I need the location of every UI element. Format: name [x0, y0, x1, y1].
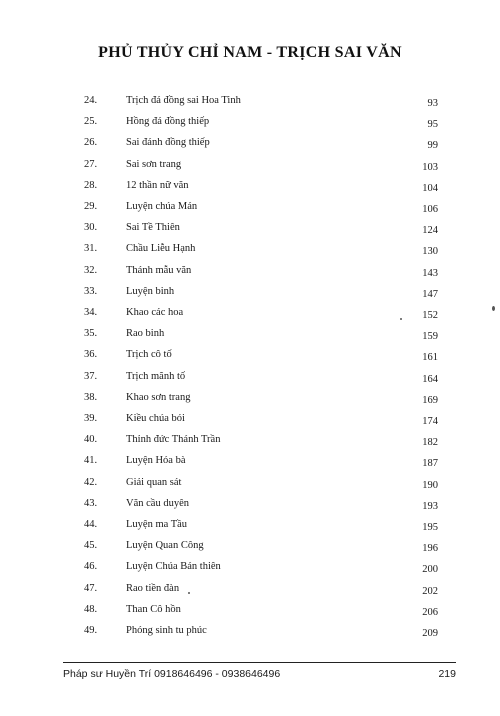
page-title: PHỦ THỦY CHỈ NAM - TRỊCH SAI VĂN [98, 44, 402, 61]
toc-entry-title: Sai Tề Thiên [126, 222, 180, 234]
toc-entry-number: 30. [84, 222, 98, 234]
toc-entry-number: 46. [84, 561, 98, 573]
toc-entry-title: Rao binh [126, 328, 165, 340]
toc-entry-number: 41. [84, 455, 98, 467]
toc-entry-page: 195 [422, 522, 438, 533]
toc-entry-number: 34. [84, 307, 98, 318]
toc-entry-page: 196 [422, 543, 438, 555]
toc-entry-page: 202 [422, 585, 438, 597]
toc-entry-page: 106 [422, 204, 438, 215]
toc-entry-page: 130 [422, 246, 438, 258]
toc-entry-page: 187 [422, 458, 438, 470]
toc-entry-title: Thỉnh đức Thánh Trần [126, 434, 221, 446]
scan-speck [492, 306, 495, 311]
toc-entry-page: 143 [422, 267, 438, 279]
toc-entry-page: 104 [422, 182, 438, 194]
toc-row [0, 243, 500, 261]
toc-entry-page: 206 [422, 606, 438, 618]
toc-entry-page: 103 [422, 161, 438, 173]
toc-entry-title: Trịch cô tố [126, 349, 172, 361]
toc-row [0, 137, 500, 155]
footer-divider [63, 662, 456, 663]
toc-entry-title: Văn cầu duyên [126, 497, 189, 509]
toc-row [0, 95, 500, 113]
toc-row [0, 477, 500, 495]
toc-row [0, 159, 500, 177]
toc-row [0, 561, 500, 579]
toc-row [0, 455, 500, 473]
toc-row [0, 201, 500, 219]
toc-row [0, 328, 500, 346]
toc-entry-number: 47. [84, 582, 98, 594]
toc-entry-number: 42. [84, 476, 98, 488]
toc-entry-page: 147 [422, 288, 438, 300]
toc-entry-title: Kiều chúa bói [126, 413, 185, 424]
toc-entry-title: Luyện Hóa bà [126, 455, 186, 467]
toc-entry-page: 152 [422, 310, 438, 321]
toc-entry-title: Trịch đá đồng sai Hoa Tinh [126, 95, 241, 106]
toc-entry-number: 38. [84, 391, 98, 403]
toc-entry-page: 93 [427, 98, 438, 109]
toc-entry-number: 32. [84, 264, 98, 276]
toc-entry-number: 44. [84, 519, 98, 530]
toc-row [0, 498, 500, 516]
toc-entry-number: 49. [84, 625, 98, 636]
toc-entry-page: 164 [422, 373, 438, 385]
toc-entry-number: 36. [84, 349, 98, 361]
toc-row [0, 434, 500, 452]
toc-entry-number: 48. [84, 603, 98, 615]
toc-row [0, 222, 500, 240]
toc-row [0, 116, 500, 134]
toc-row [0, 265, 500, 283]
toc-entry-number: 39. [84, 413, 98, 424]
toc-entry-number: 29. [84, 201, 98, 212]
toc-entry-page: 200 [422, 564, 438, 576]
toc-entry-number: 25. [84, 116, 98, 128]
toc-entry-title: Thánh mẫu văn [126, 264, 192, 276]
toc-entry-title: Than Cô hồn [126, 603, 181, 615]
toc-entry-page: 99 [427, 140, 438, 152]
toc-entry-number: 33. [84, 285, 98, 297]
toc-row [0, 392, 500, 410]
toc-entry-title: Trịch mãnh tố [126, 370, 186, 382]
toc-entry-title: Khao sơn trang [126, 391, 191, 403]
toc-entry-title: 12 thần nữ văn [126, 179, 189, 191]
scan-speck [188, 592, 190, 594]
toc-entry-title: Luyện ma Tầu [126, 519, 188, 530]
toc-entry-page: 95 [427, 119, 438, 131]
toc-entry-title: Luyện chúa Mán [126, 201, 198, 212]
toc-row [0, 180, 500, 198]
toc-entry-number: 31. [84, 243, 98, 255]
toc-row [0, 413, 500, 431]
toc-entry-number: 40. [84, 434, 98, 446]
toc-entry-page: 159 [422, 331, 438, 343]
toc-entry-title: Luyện binh [126, 285, 175, 297]
scan-speck [400, 318, 402, 320]
toc-entry-page: 174 [422, 416, 438, 427]
toc-entry-page: 190 [422, 479, 438, 491]
toc-row [0, 286, 500, 304]
toc-row [0, 349, 500, 367]
toc-entry-number: 27. [84, 158, 98, 170]
toc-row [0, 519, 500, 537]
toc-entry-page: 161 [422, 352, 438, 364]
toc-entry-title: Chầu Liễu Hạnh [126, 243, 196, 255]
toc-entry-page: 193 [422, 500, 438, 512]
toc-row [0, 371, 500, 389]
toc-entry-number: 35. [84, 328, 98, 340]
footer-contact: Pháp sư Huyền Trí 0918646496 - 0938646496 [63, 668, 281, 680]
footer-page-number: 219 [438, 668, 456, 680]
toc-entry-number: 37. [84, 370, 98, 382]
toc-entry-number: 45. [84, 540, 98, 552]
toc-entry-page: 182 [422, 437, 438, 449]
toc-entry-number: 26. [84, 137, 98, 149]
toc-entry-number: 43. [84, 497, 98, 509]
toc-entry-page: 169 [422, 394, 438, 406]
toc-entry-number: 28. [84, 179, 98, 191]
toc-entry-title: Luyện Chúa Bán thiên [126, 561, 221, 573]
toc-row [0, 625, 500, 643]
toc-entry-title: Khao các hoa [126, 307, 184, 318]
toc-entry-page: 124 [422, 225, 438, 237]
toc-entry-page: 209 [422, 628, 438, 639]
toc-entry-title: Hồng đá đồng thiếp [126, 116, 210, 128]
toc-entry-number: 24. [84, 95, 98, 106]
toc-row [0, 307, 500, 325]
toc-row [0, 583, 500, 601]
toc-entry-title: Luyện Quan Công [126, 540, 204, 552]
toc-entry-title: Phóng sinh tu phúc [126, 625, 207, 636]
toc-entry-title: Giải quan sát [126, 476, 182, 488]
toc-entry-title: Sai sơn trang [126, 158, 182, 170]
toc-entry-title: Sai đánh đồng thiếp [126, 137, 210, 149]
toc-row [0, 540, 500, 558]
toc-row [0, 604, 500, 622]
toc-entry-title: Rao tiền đàn [126, 582, 180, 594]
